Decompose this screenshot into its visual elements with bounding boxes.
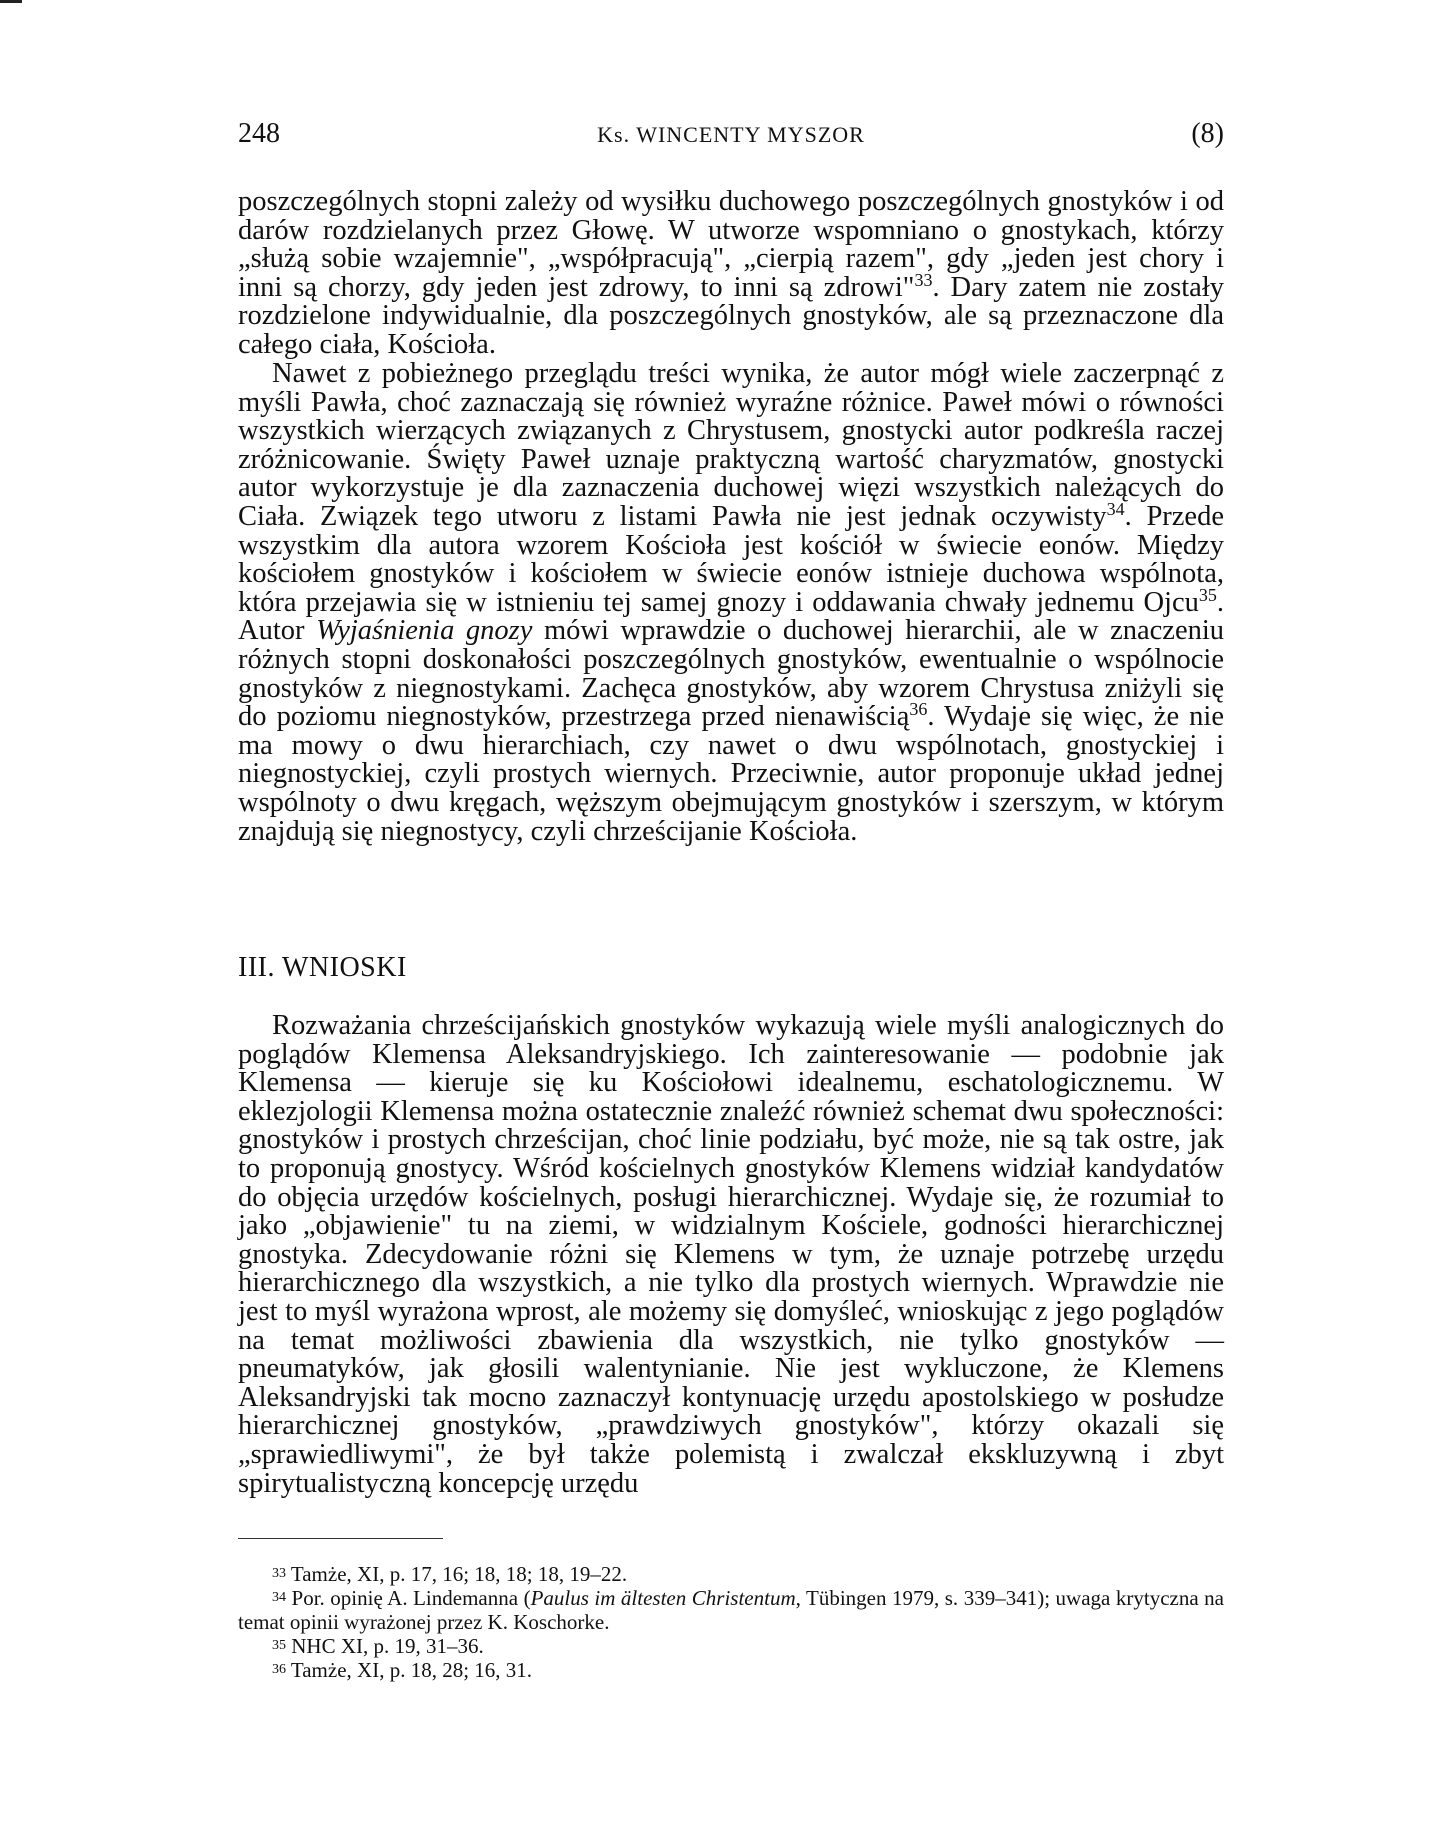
paragraph-2-part-a: Nawet z pobieżnego przeglądu treści wynika, że autor mógł wiele zaczerpnąć z myśli Pawła, choć zaznaczają się również wyraźne różnice. Paweł mówi o równości wszystkich wierzących związanych z Chrystusem, gnostycki autor podkreśla raczej zróżnicowanie. Święty Paweł uznaje praktyczną wartość charyzmatów, gnostycki autor wykorzystuje je dla zaznaczenia duchowej więzi wszystkich należących do Ciała. Związek tego utworu z listami Pawła nie jest jednak oczywisty [238, 358, 1224, 532]
paragraph-3 [238, 1012, 1224, 1498]
footnote-35-number: 35 [272, 1638, 286, 1653]
footnote-34-text-b: , Tübingen 1979, s. 339–341); uwaga krytyczna na temat opinii wyrażonej przez K. Koschorke. [238, 1586, 1224, 1634]
paragraph-1-part-a: poszczególnych stopni zależy od wysiłku duchowego poszczególnych gnostyków i od darów rozdzielanych przez Głowę. W utworze wspomniano o gnostykach, którzy „służą sobie wzajemnie", „współpracują", „cierpią razem", gdy „jeden jest chory i inni są chorzy, gdy jeden jest zdrowy, to inni są zdrowi" [238, 186, 1224, 303]
footnote-33-text: Tamże, XI, p. 17, 16; 18, 18; 18, 19–22. [290, 1562, 628, 1586]
running-title-ks: Ks. [597, 122, 631, 147]
footnote-ref-36: 36 [909, 699, 928, 720]
paragraph-3-text: Rozważania chrześcijańskich gnostyków wykazują wiele myśli analogicznych do poglądów Klemensa Aleksandryjskiego. Ich zainteresowanie — podobnie jak Klemensa — kieruje się ku Kościołowi idealnemu, eschatologicznemu. W eklezjologii Klemensa można ostatecznie znaleźć również schemat dwu społeczności: gnostyków i prostych chrześcijan, choć linie podziału, być może, nie są tak ostre, jak to proponują gnostycy. Wśród kościelnych gnostyków Klemens widział kandydatów do objęcia urzędów kościelnych, posługi hierarchicznej. Wydaje się, że rozumiał to jako „objawienie" tu na ziemi, w widzialnym Kościele, godności hierarchicznej gnostyka. Zdecydowanie różni się Klemens w tym, że uznaje potrzebę urzędu hierarchicznego dla wszystkich, a nie tylko dla prostych wiernych. Wprawdzie nie jest to myśl wyrażona wprost, ale możemy się domyśleć, wnioskując z jego poglądów na temat możliwości zbawienia dla wszystkich, nie tylko gnostyków — pneumatyków, jak głosili walentynianie. Nie jest wykluczone, że Klemens Aleksandryjski tak mocno zaznaczył kontynuację urzędu apostolskiego w posłudze hierarchicznej gnostyków, „prawdziwych gnostyków", którzy okazali się „sprawiedliwymi", że był także polemistą i zwalczał ekskluzywną i zbyt spirytualistyczną koncepcję urzędu [238, 1010, 1224, 1499]
footnote-36-number: 36 [272, 1662, 286, 1677]
footnote-34-number: 34 [272, 1590, 286, 1605]
running-header [238, 118, 1224, 158]
running-title-name: WINCENTY MYSZOR [636, 122, 865, 147]
italic-title: Wyjaśnienia gnozy [316, 615, 533, 647]
footnote-34-text-a: Por. opinię A. Lindemanna ( [291, 1586, 531, 1610]
section-number: (8) [1191, 118, 1224, 149]
footnote-34-italic: Paulus im ältesten Christentum [530, 1586, 796, 1610]
paragraph-2 [238, 360, 1224, 846]
footnote-ref-34: 34 [1106, 498, 1125, 519]
scan-mark [0, 0, 22, 3]
footnotes [238, 1562, 1224, 1682]
footnote-ref-33: 33 [914, 269, 933, 290]
paragraph-1 [238, 188, 1224, 360]
running-title [238, 122, 1224, 148]
footnote-36-text: Tamże, XI, p. 18, 28; 16, 31. [290, 1658, 533, 1682]
paragraph-2-part-b: . Przede wszystkim dla autora wzorem Kościoła jest kościół w świecie eonów. Między kościołem gnostyków i kościołem w świecie eonów istnieje duchowa wspólnota, która przejawia się w istnieniu tej samej gnozy i oddawania chwały jednemu Ojcu [238, 500, 1224, 618]
paragraph-1-text [238, 188, 1224, 360]
paragraph-2-part-c: . Autor [238, 586, 1224, 647]
footnote-35-text: NHC XI, p. 19, 31–36. [291, 1634, 484, 1658]
footnote-33 [238, 1562, 1224, 1586]
paragraph-2-part-e: . Wydaje się więc, że nie ma mowy o dwu hierarchiach, czy nawet o dwu wspólnotach, gnostyckiej i niegnostyckiej, czyli prostych wiernych. Przeciwnie, autor proponuje układ jednej wspólnoty o dwu kręgach, węższym obejmującym gnostyków i szerszym, w którym znajdują się niegnostycy, czyli chrześcijanie Kościoła. [238, 701, 1224, 847]
section-heading: III. WNIOSKI [238, 952, 407, 983]
footnote-35 [238, 1634, 1224, 1658]
page-number: 248 [238, 118, 280, 149]
paragraph-1-part-b: . Dary zatem nie zostały rozdzielone indywidualnie, dla poszczególnych gnostyków, ale są przeznaczone dla całego ciała, Kościoła. [238, 271, 1225, 360]
paragraph-2-part-d: mówi wprawdzie o duchowej hierarchii, ale w znaczeniu różnych stopni doskonałości poszczególnych gnostyków, ewentualnie o wspólnocie gnostyków z niegnostykami. Zachęca gnostyków, aby wzorem Chrystusa zniżyli się do poziomu niegnostyków, przestrzega przed nienawiścią [238, 615, 1225, 733]
footnote-ref-35: 35 [1198, 584, 1217, 605]
footnote-36 [238, 1658, 1224, 1682]
footnote-33-number: 33 [272, 1566, 286, 1581]
paragraph-2-text [238, 360, 1224, 846]
footnote-divider [238, 1538, 443, 1539]
footnote-34 [238, 1586, 1224, 1634]
